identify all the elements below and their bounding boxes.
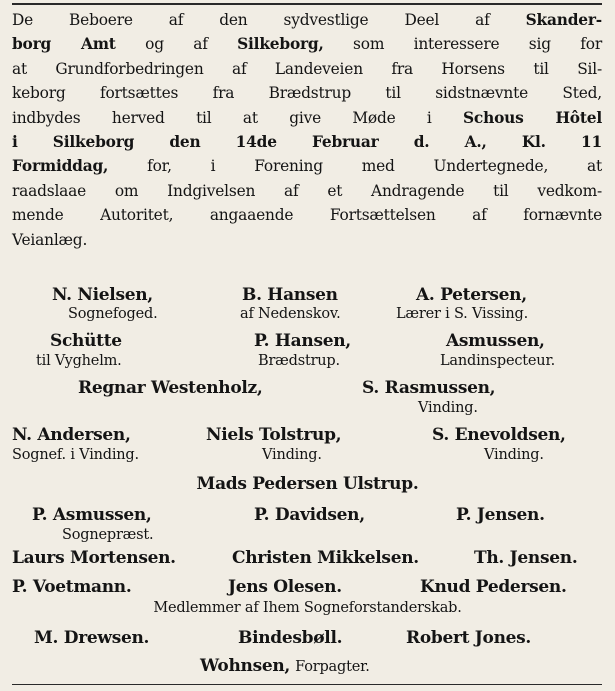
signature-name: Wohnsen, [200, 656, 291, 676]
signature-schutte [50, 331, 122, 351]
signature-nielsen [52, 285, 153, 305]
signature-n-andersen [12, 425, 131, 445]
notice-bold-text: Skander- [525, 11, 602, 29]
signature-name: P. Davidsen, [254, 505, 365, 525]
signature-name: Jens Olesen. [228, 577, 342, 597]
signature-name: Knud Pedersen. [420, 577, 567, 597]
notice-text: at Grundforbedringen af Landeveien fra Horsens til Sil- [12, 59, 602, 78]
signature-name: N. Andersen, [12, 425, 131, 445]
signature-name: Schütte [50, 331, 122, 351]
signature-p-asmussen [32, 505, 152, 525]
signature-drewsen [34, 628, 149, 648]
signature-l-mortensen [12, 548, 176, 568]
signature-c-mikkelsen [232, 548, 419, 568]
signature-role: Forpagter. [295, 659, 370, 675]
signature-role: Brædstrup. [258, 353, 340, 369]
signature-name: Regnar Westenholz, [78, 378, 263, 398]
signature-p-hansen [254, 331, 351, 351]
signature-name: Christen Mikkelsen. [232, 548, 419, 568]
signature-bindesboll [238, 628, 342, 648]
signature-r-jones [406, 628, 531, 648]
notice-line [12, 203, 602, 227]
signature-s-rasmussen [362, 378, 495, 398]
signature-role: Vinding. [418, 400, 478, 416]
signature-role: Lærer i S. Vissing. [396, 306, 528, 322]
signature-name: Niels Tolstrup, [206, 425, 342, 445]
signature-b-hansen [242, 285, 338, 305]
signature-k-pedersen [420, 577, 567, 597]
signature-name: Th. Jensen. [474, 548, 578, 568]
signature-name: S. Enevoldsen, [432, 425, 566, 445]
signature-th-jensen [474, 548, 577, 568]
signature-enevoldsen [432, 425, 566, 445]
signature-name: P. Voetmann. [12, 577, 132, 597]
notice-bold-text: Schous Hôtel [463, 108, 603, 127]
signature-p-jensen [456, 505, 545, 525]
signature-voetmann [12, 577, 131, 597]
signature-role: Sognefoged. [68, 306, 158, 322]
signature-role: Vinding. [262, 447, 322, 463]
notice-bold-text: Silkeborg, [237, 35, 324, 54]
notice-text: De Beboere af den sydvestlige Deel af [12, 11, 526, 29]
notice-text: Veianlæg. [12, 230, 88, 249]
signature-wohnsen [200, 656, 370, 676]
notice-text: som interessere sig for [323, 35, 602, 54]
notice-line [12, 154, 602, 178]
notice-line [12, 179, 602, 203]
top-rule [12, 3, 602, 5]
signature-name: Asmussen, [446, 331, 545, 351]
signature-name: A. Petersen, [416, 285, 527, 305]
notice-line [12, 57, 602, 81]
signature-westenholz [78, 378, 263, 398]
bottom-rule [12, 684, 602, 685]
signature-ulstrup [0, 474, 615, 494]
notice-line [12, 81, 602, 105]
notice-text: mende Autoritet, angaaende Fortsættelsen af fornævnte [12, 206, 602, 225]
signature-name: S. Rasmussen, [362, 378, 496, 398]
signature-role: Landinspecteur. [440, 353, 555, 369]
notice-bold-text: i Silkeborg den 14de Februar d. A., Kl. 11 [12, 133, 602, 152]
signature-name: Robert Jones. [406, 628, 532, 648]
notice-text: og af [115, 35, 238, 54]
notice-text: for, i Forening med Undertegnede, at [108, 157, 602, 176]
signature-name: B. Hansen [242, 285, 338, 305]
notice-line [12, 228, 602, 252]
signature-a-petersen [416, 285, 527, 305]
signature-tolstrup [206, 425, 341, 445]
notice-line [12, 8, 602, 32]
signature-j-olesen [228, 577, 342, 597]
signature-role: Vinding. [484, 447, 544, 463]
signature-name: P. Jensen. [456, 505, 545, 525]
notice-text: indbydes herved til at give Møde i [12, 108, 464, 127]
notice-bold-text: borg Amt [12, 35, 116, 54]
signature-role: af Nedenskov. [240, 306, 341, 322]
notice-text: keborg fortsættes fra Brædstrup til sidstnævnte Sted, [12, 84, 602, 103]
notice-bold-text: Formiddag, [12, 157, 109, 176]
notice-paragraph [12, 8, 602, 252]
signature-name: P. Hansen, [254, 331, 351, 351]
members-note: Medlemmer af Ihem Sogneforstanderskab. [153, 600, 462, 616]
signature-name: M. Drewsen. [34, 628, 150, 648]
signature-role: Sognepræst. [62, 527, 154, 543]
notice-text: raadslaae om Indgivelsen af et Andragende til vedkom- [12, 181, 602, 200]
signature-p-davidsen [254, 505, 365, 525]
signature-role: til Vyghelm. [36, 353, 122, 369]
signature-name: Laurs Mortensen. [12, 548, 176, 568]
signature-name: N. Nielsen, [52, 285, 153, 305]
notice-line [12, 106, 602, 130]
signature-role: Sognef. i Vinding. [12, 447, 139, 463]
signature-name: Mads Pedersen Ulstrup. [196, 474, 419, 494]
notice-line [12, 32, 602, 56]
signature-asmussen [446, 331, 545, 351]
notice-line [12, 130, 602, 154]
signature-name: Bindesbøll. [238, 628, 343, 648]
signature-name: P. Asmussen, [32, 505, 152, 525]
